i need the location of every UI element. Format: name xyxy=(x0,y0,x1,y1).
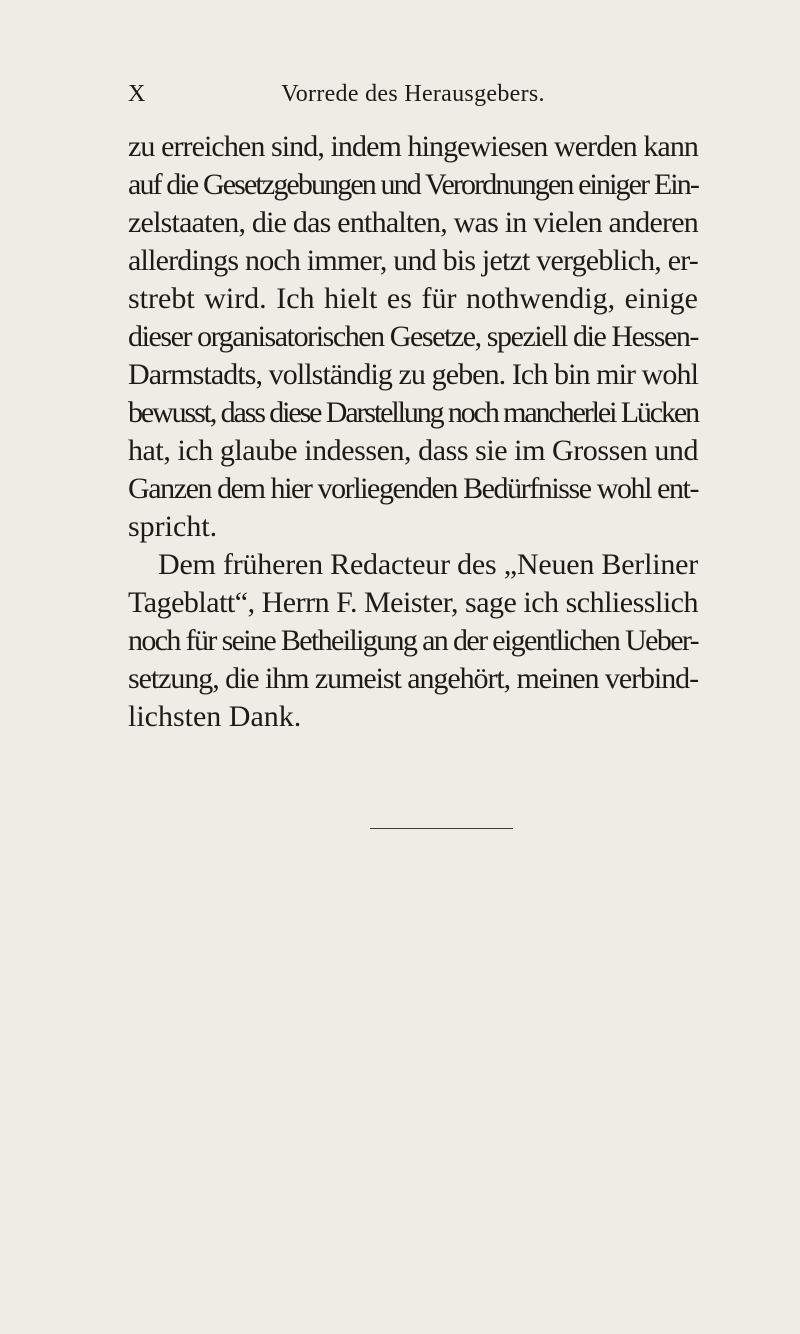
body-text xyxy=(128,128,698,736)
text-line: auf die Gesetzgebungen und Verordnungen einiger Ein- xyxy=(128,168,699,201)
text-line: spricht. xyxy=(128,510,218,543)
text-line: setzung, die ihm zumeist angehört, meinen verbind- xyxy=(128,662,699,695)
text-line: zelstaaten, die das enthalten, was in vielen anderen xyxy=(128,206,699,239)
page-number: X xyxy=(128,81,146,107)
text-line: lichsten Dank. xyxy=(128,700,302,733)
text-line: hat, ich glaube indessen, dass sie im Grossen und xyxy=(128,434,699,467)
text-line: bewusst, dass diese Darstellung noch mancherlei Lücken xyxy=(128,396,698,429)
end-rule xyxy=(370,828,513,829)
text-line: Darmstadts, vollständig zu geben. Ich bin mir wohl xyxy=(128,358,699,391)
text-line: Tageblatt“, Herrn F. Meister, sage ich schliesslich xyxy=(128,586,699,619)
text-line: Ganzen dem hier vorliegenden Bedürfnisse wohl ent- xyxy=(128,472,699,505)
text-line: zu erreichen sind, indem hingewiesen werden kann xyxy=(128,130,698,163)
text-line: dieser organisatorischen Gesetze, speziell die Hessen- xyxy=(128,320,698,353)
running-head xyxy=(128,78,698,110)
text-line: allerdings noch immer, und bis jetzt vergeblich, er- xyxy=(128,244,698,277)
running-title: Vorrede des Herausgebers. xyxy=(281,81,545,107)
text-line: Dem früheren Redacteur des „Neuen Berliner xyxy=(158,548,699,581)
text-line: noch für seine Betheiligung an der eigentlichen Ueber- xyxy=(128,624,698,657)
text-line: strebt wird. Ich hielt es für nothwendig, einige xyxy=(128,282,698,315)
